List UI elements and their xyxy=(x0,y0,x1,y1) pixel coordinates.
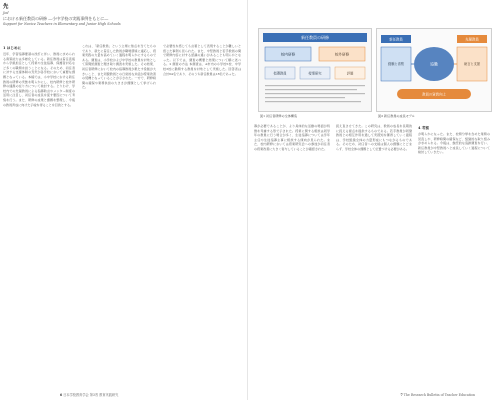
left-col1-text: 近年、学習指導要領の改訂に伴い、教員に求められる資質能力は多様化している。新任教員は着任直後から学級担任として授業や生徒指導、保護者対応など多くの職務を担うことになる。そのため、初任者に対する支援体制の充実が各学校において重要な課題となっている。本稿では、小中学校における新任教員の研修の実態を明らかにし、校内研修と校外研修の連携の在り方について検討する。とりわけ、学校内での先輩教員による指導助言やメンター制度の活用に注目し、初任者の成長を促す要因について考察を行う。また、研修の成果と課題を整理し、今後の教員育成に向けた示唆を得ることを目的とする。 xyxy=(3,52,75,107)
figure-2-caption: 図2 新任教員の成長モデル xyxy=(378,114,415,118)
section-heading: 1 はじめに xyxy=(3,46,22,50)
figure-2-diagram xyxy=(377,29,491,111)
right-col1-text: 導が必要であることが、より具体的な活動の場面が特徴を考慮する形で示された。授業に関する相談は同学年の教員に行う場合が多く、生徒指導については学年主任や生徒指導主事に相談する傾向が見られた。また、校内研修においては授業研究会への参加が初任者の授業改善に大きく寄与していることが確認された。 xyxy=(254,124,330,151)
fig1-title: 新任教員の研修 xyxy=(301,35,329,41)
fig2-left-box-label: 経験と省察 xyxy=(388,62,404,66)
left-column-1 xyxy=(3,44,75,384)
subheader-fragment: Jed xyxy=(3,11,9,15)
right-footer xyxy=(401,393,476,397)
fig2-right-title: 先輩教員 xyxy=(465,37,479,42)
left-col3-text: で必要性を感じても言葉として表現することが難しいと感じた事例も見られた。また、中堅教員と若手教員の間で研修内容に対する認識の違いがあることも明らかとなった。以下では、調査の概要と結果について順に述べる。2 調査の方法 本調査は、A市内の小学校5校、中学校3校に勤務する教員を対象として実施した。回答者は合計64名であり、そのうち新任教員は18名であった。 xyxy=(163,44,241,76)
figure-1-diagram xyxy=(259,29,371,111)
fig1-box3-label: 指導教員 xyxy=(273,71,287,76)
right-footer-text: The Research Bulletin of Teacher Education xyxy=(403,393,475,397)
fig1-box1-label: 校内研修 xyxy=(280,52,296,57)
title-block xyxy=(3,4,203,27)
right-column-3 xyxy=(418,124,490,382)
fig2-bottom-label: 教員の資質向上 xyxy=(422,92,446,97)
left-column-2 xyxy=(82,44,156,384)
article-english-title: Support for Novice Teachers in Elementary and Junior High Schools xyxy=(3,22,121,26)
figure-2 xyxy=(376,28,492,112)
figure-1-caption: 図1 初任者研修の全体構造 xyxy=(260,114,297,118)
right-col3-text: が明らかになった。また、校務分掌を含めた業務の見直しや、研修時間の確保など、組織的な取り組みが求められる。今後は、継続的な追跡調査を行い、新任教員が中堅教員へと成長していく過程について検討していきたい。 xyxy=(418,132,490,155)
left-col2-text: これは、「新任教員」という立場に焦点を当てたものであり、新たに着任した教員が職場環境に適応し、授業実践の力量を高めていく過程を明らかにするものである。調査は、小学校および中学校の教員を対象として質問紙調査と聞き取り調査を実施した。その結果、初任者研修において校内の指導教員が果たす役割が大きいこと、また同僚教員との日常的な対話が授業改善の契機となっていることが示された。一方で、研修時間の確保や業務負担の大きさが課題として挙げられた。 xyxy=(82,44,156,90)
left-page-number: 6 xyxy=(60,393,63,397)
fig1-box2-label: 校外研修 xyxy=(334,52,350,57)
header-fragment: 先 xyxy=(3,4,9,10)
fig2-right-box-label: 助言と支援 xyxy=(464,62,480,66)
fig2-left-title: 新任教員 xyxy=(389,37,403,42)
left-page xyxy=(0,0,247,400)
fig1-text-lines xyxy=(265,85,365,102)
right-page-number: 7 xyxy=(400,393,403,397)
figure-1 xyxy=(258,28,372,112)
right-column-1 xyxy=(254,124,330,382)
right-page xyxy=(248,0,495,400)
article-title: における新任教員の研修 ―小中学校の実践事例をもとに― xyxy=(3,16,109,21)
right-column-2 xyxy=(336,124,412,382)
left-column-3 xyxy=(163,44,241,384)
fig2-center-label: 協働 xyxy=(430,61,438,67)
fig1-box5-label: 評価 xyxy=(346,71,354,76)
right-col2-text: 捉え直させてきた。この研究は、教員の成長を長期的に捉える視点を提供するものである。若手教員が同僚教員との相互作用を通して実践知を獲得していく過程は、学校組織全体の力量形成にもつながるものである。そのため、初任者への支援は個人の課題にとどまらず、学校全体の課題として位置づける必要がある。 xyxy=(336,124,412,151)
right-section-heading: 4 考察 xyxy=(418,126,429,130)
left-footer-text: 日本学校教育学会 第3巻 教育実践研究 xyxy=(63,393,119,397)
fig1-box4-label: 授業研究 xyxy=(308,71,322,76)
left-footer xyxy=(60,392,118,397)
